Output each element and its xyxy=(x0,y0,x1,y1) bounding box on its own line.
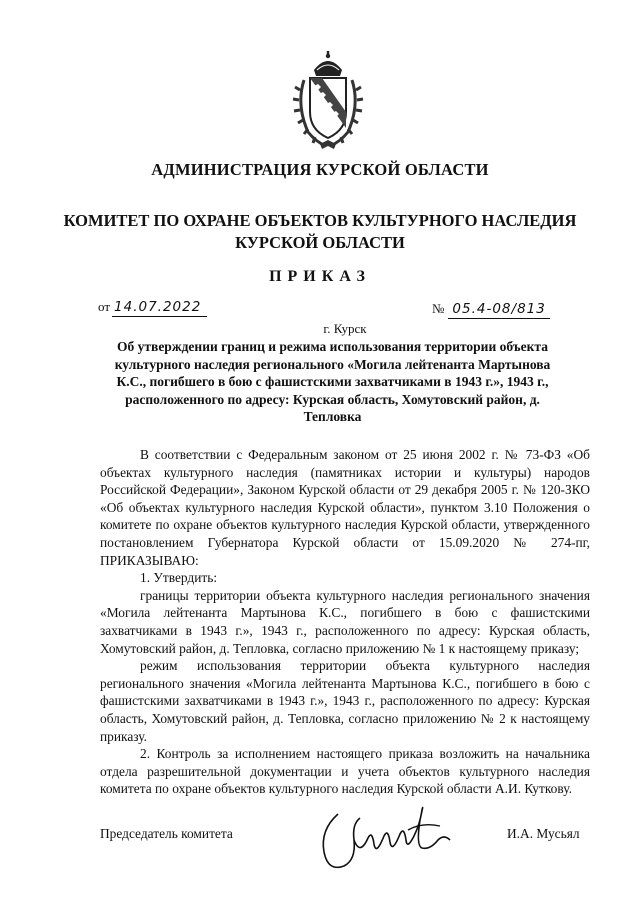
order-number xyxy=(432,301,550,319)
number-value: 05.4-08/813 xyxy=(448,301,549,319)
signatory-position: Председатель комитета xyxy=(100,826,233,841)
paragraph-boundaries: границы территории объекта культурного наследия регионального значения «Могила лейтенанта Мартынова К.С., погибшего в бою с фашистскими захватчиками в 1943 г.», 1943 г., расположенного по адресу: Курская область, Хомутовский район, д. Тепловка, согласно приложению № 1 к настоящему приказу; xyxy=(100,587,590,656)
kursk-coat-of-arms-icon xyxy=(290,50,366,150)
order-title: ПРИКАЗ xyxy=(269,268,371,285)
order-subject: Об утверждении границ и режима использования территории объекта культурного наследия регионального «Могила лейтенанта Мартынова К.С., погибшего в бою с фашистскими захватчиками в 1943 г.», 1943 г., расположенного по адресу: Курская область, Хомутовский район, д. Тепловка xyxy=(114,339,551,424)
city: г. Курск xyxy=(323,321,367,336)
number-prefix: № xyxy=(432,301,445,316)
date-prefix: от xyxy=(98,299,111,314)
paragraph-preamble: В соответствии с Федеральным законом от 25 июня 2002 г. № 73-ФЗ «Об объектах культурного наследия (памятниках истории и культуры) народов Российской Федерации», Законом Курской области от 29 декабря 2005 г. № 120-ЗКО «Об объектах культурного наследия Курской области», пунктом 3.10 Положения о комитете по охране объектов культурного наследия Курской области, утвержденного постановлением Губернатора Курской области от 15.09.2020 № 274-пг, ПРИКАЗЫВАЮ: xyxy=(100,447,590,568)
paragraph-item-1: 1. Утвердить: xyxy=(140,570,218,586)
paragraph-regime: режим использования территории объекта культурного наследия регионального значения «Могила лейтенанта Мартынова К.С., погибшего в бою с фашистскими захватчиками в 1943 г.», 1943 г., расположенного по адресу: Курская область, Хомутовский район, д. Тепловка, согласно приложению № 2 к настоящему приказу. xyxy=(100,658,590,744)
order-date xyxy=(98,299,207,317)
handwritten-signature-icon xyxy=(310,800,460,878)
city-line xyxy=(0,321,640,337)
committee-title: КОМИТЕТ ПО ОХРАНЕ ОБЪЕКТОВ КУЛЬТУРНОГО НАСЛЕДИЯ КУРСКОЙ ОБЛАСТИ xyxy=(63,211,577,252)
signatory-name: И.А. Мусьял xyxy=(507,826,580,841)
order-body xyxy=(100,446,590,798)
paragraph-item-2: 2. Контроль за исполнением настоящего приказа возложить на начальника отдела разрешительной документации и учета объектов культурного наследия комитета по охране объектов культурного наследия Курской области А.И. Куткову. xyxy=(100,746,590,797)
admin-title: АДМИНИСТРАЦИЯ КУРСКОЙ ОБЛАСТИ xyxy=(151,160,489,179)
date-value: 14.07.2022 xyxy=(112,299,207,317)
